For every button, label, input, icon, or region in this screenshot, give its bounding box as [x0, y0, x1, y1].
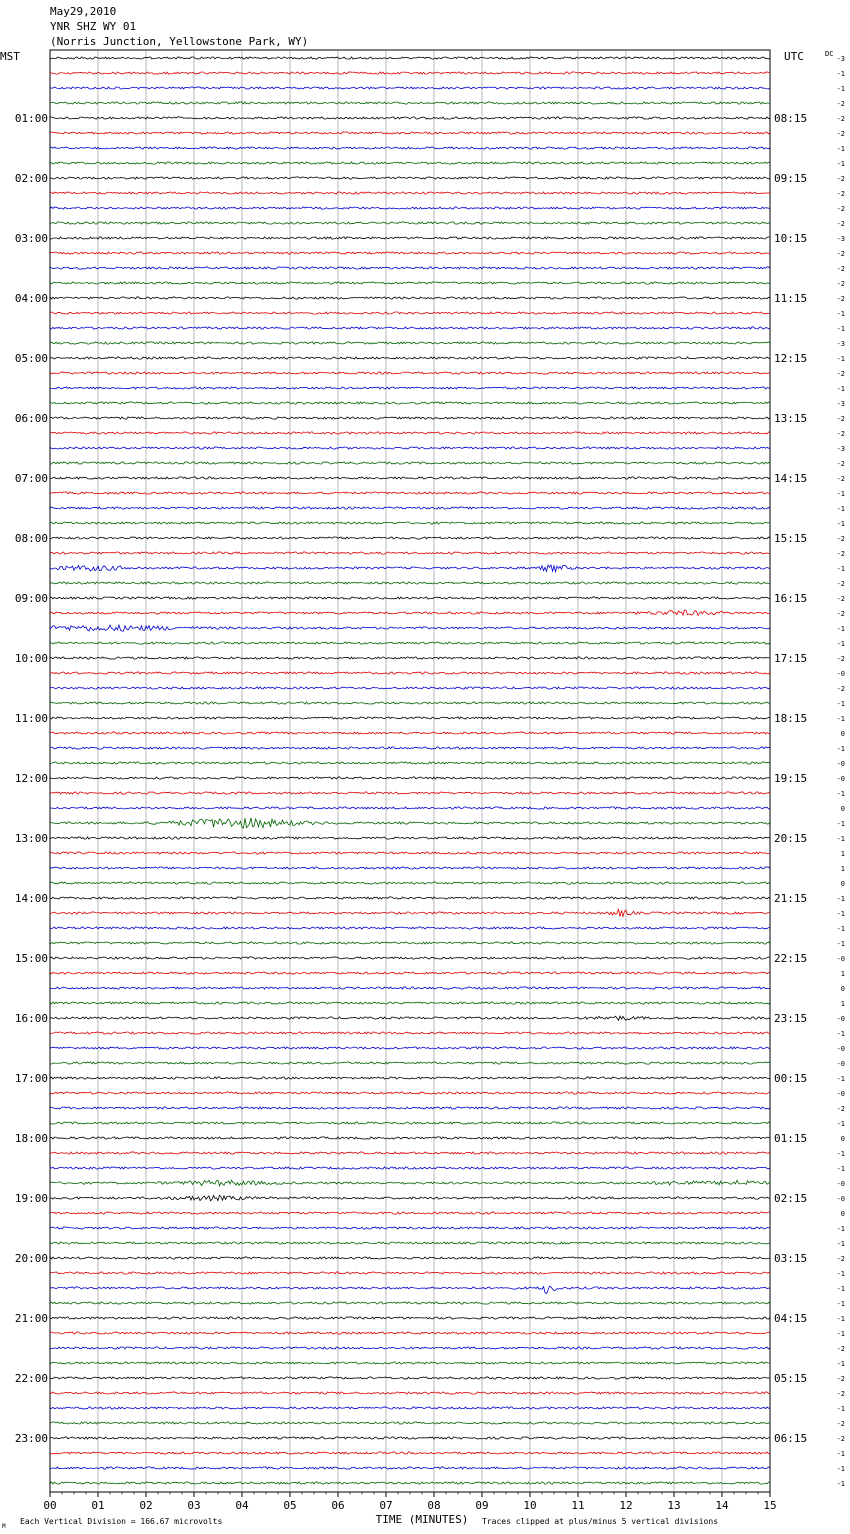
dc-offset-label: -1: [836, 490, 845, 498]
dc-offset-label: -0: [836, 1060, 845, 1068]
trace-row: [50, 1467, 770, 1469]
right-hour-label: 13:15: [774, 412, 808, 425]
dc-offset-label: -1: [836, 640, 845, 648]
dc-offset-labels: [837, 55, 845, 1488]
trace-row: [50, 1362, 770, 1364]
right-hour-label: 18:15: [774, 712, 808, 725]
left-hour-label: 10:00: [14, 652, 48, 665]
dc-offset-label: -2: [836, 550, 845, 558]
trace-row: [50, 747, 770, 749]
dc-offset-label: -1: [836, 1165, 845, 1173]
trace-row: [50, 537, 770, 539]
trace-row: [50, 1137, 770, 1139]
dc-offset-label: -1: [836, 895, 845, 903]
trace-row: [50, 342, 770, 344]
trace-row: [50, 987, 770, 989]
dc-offset-label: -1: [836, 1405, 845, 1413]
dc-offset-label: -1: [836, 325, 845, 333]
left-hour-label: 14:00: [14, 892, 48, 905]
x-tick-label: 14: [715, 1499, 729, 1512]
trace-row: [50, 267, 770, 269]
left-hour-label: 21:00: [14, 1312, 48, 1325]
trace-row: [50, 792, 770, 794]
dc-offset-label: -2: [836, 250, 845, 258]
trace-row: [50, 882, 770, 884]
dc-offset-label: 1: [840, 865, 845, 873]
dc-offset-label: -2: [836, 130, 845, 138]
trace-row: [50, 57, 770, 59]
trace-row: [50, 717, 770, 719]
dc-offset-label: -2: [836, 415, 845, 423]
right-hour-label: 08:15: [774, 112, 808, 125]
dc-offset-label: -0: [836, 1090, 845, 1098]
dc-offset-label: 0: [840, 805, 845, 813]
trace-row: [50, 625, 770, 631]
dc-offset-label: -2: [836, 430, 845, 438]
dc-offset-label: -2: [836, 205, 845, 213]
right-hour-label: 15:15: [774, 532, 808, 545]
x-axis: [43, 1492, 776, 1512]
trace-row: [50, 1152, 770, 1154]
dc-offset-label: -1: [836, 1315, 845, 1323]
dc-offset-label: -3: [836, 340, 845, 348]
trace-row: [50, 942, 770, 944]
trace-row: [50, 447, 770, 449]
clip-note: Traces clipped at plus/minus 5 vertical divisions: [482, 1517, 719, 1526]
dc-offset-label: -1: [836, 790, 845, 798]
dc-offset-label: -1: [836, 940, 845, 948]
trace-row: [50, 867, 770, 869]
left-hour-label: 09:00: [14, 592, 48, 605]
dc-offset-label: -2: [836, 265, 845, 273]
left-hour-label: 08:00: [14, 532, 48, 545]
trace-row: [50, 807, 770, 809]
trace-row: [50, 1392, 770, 1394]
trace-row: [50, 102, 770, 104]
trace-row: [50, 1212, 770, 1214]
left-hour-label: 22:00: [14, 1372, 48, 1385]
dc-offset-label: -1: [836, 1075, 845, 1083]
trace-row: [50, 1077, 770, 1079]
trace-row: [50, 327, 770, 329]
trace-row: [50, 1107, 770, 1109]
dc-offset-label: -1: [836, 85, 845, 93]
right-hour-label: 03:15: [774, 1252, 808, 1265]
dc-offset-label: -0: [836, 670, 845, 678]
x-tick-label: 00: [43, 1499, 57, 1512]
trace-row: [50, 672, 770, 674]
dc-offset-label: -2: [836, 220, 845, 228]
dc-offset-label: -1: [836, 925, 845, 933]
dc-offset-label: 1: [840, 850, 845, 858]
right-hour-label: 19:15: [774, 772, 808, 785]
right-hour-label: 16:15: [774, 592, 808, 605]
trace-row: [50, 1122, 770, 1124]
trace-row: [50, 477, 770, 479]
trace-row: [50, 1286, 770, 1293]
left-hour-label: 13:00: [14, 832, 48, 845]
right-hour-label: 00:15: [774, 1072, 808, 1085]
right-hour-label: 01:15: [774, 1132, 808, 1145]
trace-row: [50, 192, 770, 194]
dc-offset-label: -1: [836, 70, 845, 78]
trace-row: [50, 1242, 770, 1244]
trace-row: [50, 1180, 770, 1186]
right-hour-label: 20:15: [774, 832, 808, 845]
dc-offset-label: -3: [836, 55, 845, 63]
corner-mark: M: [2, 1523, 6, 1530]
header-location: (Norris Junction, Yellowstone Park, WY): [50, 35, 309, 48]
dc-offset-label: -1: [836, 1225, 845, 1233]
trace-row: [50, 897, 770, 899]
x-axis-title: TIME (MINUTES): [375, 1513, 469, 1526]
left-timezone-label: MST: [0, 50, 20, 63]
x-tick-label: 06: [331, 1499, 345, 1512]
trace-row: [50, 762, 770, 764]
right-hour-label: 09:15: [774, 172, 808, 185]
dc-offset-label: -2: [836, 175, 845, 183]
trace-row: [50, 837, 770, 839]
dc-offset-label: -1: [836, 1240, 845, 1248]
dc-offset-label: -1: [836, 745, 845, 753]
dc-offset-label: -2: [836, 1375, 845, 1383]
trace-row: [50, 657, 770, 659]
trace-row: [50, 372, 770, 374]
left-hour-label: 02:00: [14, 172, 48, 185]
dc-offset-label: -2: [836, 1420, 845, 1428]
left-hour-label: 17:00: [14, 1072, 48, 1085]
dc-offset-label: 0: [840, 880, 845, 888]
scale-note: Each Vertical Division = 166.67 microvolts: [20, 1517, 223, 1526]
dc-offset-label: -2: [836, 580, 845, 588]
x-tick-label: 03: [187, 1499, 201, 1512]
dc-offset-label: -1: [836, 1360, 845, 1368]
trace-row: [50, 402, 770, 404]
trace-row: [50, 642, 770, 644]
trace-row: [50, 1002, 770, 1004]
dc-offset-label: -2: [836, 100, 845, 108]
dc-offset-label: -1: [836, 505, 845, 513]
trace-row: [50, 162, 770, 164]
trace-row: [50, 1332, 770, 1334]
trace-row: [50, 597, 770, 599]
left-hour-label: 15:00: [14, 952, 48, 965]
dc-offset-label: -1: [836, 1270, 845, 1278]
trace-row: [50, 387, 770, 389]
dc-offset-label: -1: [836, 700, 845, 708]
trace-row: [50, 1272, 770, 1274]
dc-offset-label: -1: [836, 1285, 845, 1293]
trace-row: [50, 1195, 770, 1200]
plot-frame: [50, 50, 770, 1492]
trace-row: [50, 1092, 770, 1094]
trace-row: [50, 687, 770, 689]
trace-row: [50, 552, 770, 554]
right-hour-label: 06:15: [774, 1432, 808, 1445]
right-hour-label: 11:15: [774, 292, 808, 305]
trace-row: [50, 432, 770, 434]
header-date: May29,2010: [50, 5, 117, 18]
left-hour-label: 03:00: [14, 232, 48, 245]
trace-row: [50, 957, 770, 959]
trace-row: [50, 1302, 770, 1304]
right-hour-label: 17:15: [774, 652, 808, 665]
x-tick-label: 15: [763, 1499, 777, 1512]
trace-row: [50, 72, 770, 74]
dc-offset-label: -2: [836, 655, 845, 663]
dc-offset-label: 1: [840, 1000, 845, 1008]
x-tick-label: 13: [667, 1499, 681, 1512]
trace-row: [50, 1422, 770, 1424]
trace-row: [50, 1032, 770, 1034]
trace-row: [50, 282, 770, 284]
trace-row: [50, 237, 770, 239]
trace-row: [50, 1167, 770, 1169]
trace-row: [50, 777, 770, 779]
dc-offset-label: -1: [836, 1030, 845, 1038]
dc-offset-label: -2: [836, 1255, 845, 1263]
right-hour-label: 10:15: [774, 232, 808, 245]
left-hour-label: 04:00: [14, 292, 48, 305]
trace-row: [50, 818, 770, 828]
trace-row: [50, 147, 770, 149]
dc-offset-label: -2: [836, 370, 845, 378]
trace-row: [50, 927, 770, 929]
dc-offset-label: -1: [836, 715, 845, 723]
dc-column-label: DC: [825, 50, 834, 58]
dc-offset-label: -0: [836, 1195, 845, 1203]
dc-offset-label: -1: [836, 625, 845, 633]
dc-offset-label: -0: [836, 1180, 845, 1188]
dc-offset-label: -1: [836, 520, 845, 528]
dc-offset-label: -0: [836, 1045, 845, 1053]
dc-offset-label: -2: [836, 1390, 845, 1398]
dc-offset-label: -1: [836, 910, 845, 918]
dc-offset-label: -1: [836, 1150, 845, 1158]
trace-row: [50, 732, 770, 734]
dc-offset-label: -1: [836, 835, 845, 843]
dc-offset-label: -0: [836, 955, 845, 963]
dc-offset-label: -1: [836, 1480, 845, 1488]
dc-offset-label: -3: [836, 445, 845, 453]
x-tick-label: 08: [427, 1499, 441, 1512]
dc-offset-label: -1: [836, 310, 845, 318]
trace-row: [50, 1437, 770, 1439]
trace-row: [50, 1452, 770, 1454]
dc-offset-label: -0: [836, 1015, 845, 1023]
right-hour-label: 02:15: [774, 1192, 808, 1205]
dc-offset-label: -1: [836, 145, 845, 153]
x-tick-label: 02: [139, 1499, 153, 1512]
trace-row: [50, 132, 770, 134]
left-hour-label: 19:00: [14, 1192, 48, 1205]
right-hour-label: 12:15: [774, 352, 808, 365]
left-hour-label: 23:00: [14, 1432, 48, 1445]
right-hour-label: 14:15: [774, 472, 808, 485]
x-tick-label: 09: [475, 1499, 489, 1512]
trace-row: [50, 909, 770, 916]
left-hour-label: 20:00: [14, 1252, 48, 1265]
trace-row: [50, 1062, 770, 1064]
dc-offset-label: -2: [836, 460, 845, 468]
dc-offset-label: -3: [836, 235, 845, 243]
trace-row: [50, 357, 770, 359]
x-tick-label: 07: [379, 1499, 393, 1512]
trace-row: [50, 87, 770, 89]
dc-offset-label: -1: [836, 820, 845, 828]
x-tick-label: 11: [571, 1499, 585, 1512]
dc-offset-label: -2: [836, 280, 845, 288]
trace-row: [50, 222, 770, 224]
left-hour-label: 07:00: [14, 472, 48, 485]
dc-offset-label: -2: [836, 1105, 845, 1113]
dc-offset-label: -1: [836, 1300, 845, 1308]
dc-offset-label: -1: [836, 565, 845, 573]
dc-offset-label: 0: [840, 730, 845, 738]
left-hour-label: 05:00: [14, 352, 48, 365]
right-hour-label: 23:15: [774, 1012, 808, 1025]
left-hour-label: 11:00: [14, 712, 48, 725]
trace-row: [50, 1257, 770, 1259]
dc-offset-label: 0: [840, 1210, 845, 1218]
right-hour-label: 04:15: [774, 1312, 808, 1325]
right-hour-label: 22:15: [774, 952, 808, 965]
dc-offset-label: -0: [836, 760, 845, 768]
dc-offset-label: -2: [836, 685, 845, 693]
header-station: YNR SHZ WY 01: [50, 20, 137, 33]
dc-offset-label: -0: [836, 775, 845, 783]
trace-row: [50, 1317, 770, 1319]
trace-row: [50, 1377, 770, 1379]
dc-offset-label: -2: [836, 595, 845, 603]
trace-row: [50, 610, 770, 615]
dc-offset-label: 1: [840, 970, 845, 978]
trace-row: [50, 582, 770, 584]
x-tick-label: 01: [91, 1499, 105, 1512]
trace-row: [50, 492, 770, 494]
dc-offset-label: -1: [836, 1450, 845, 1458]
right-hour-label: 21:15: [774, 892, 808, 905]
trace-row: [50, 1227, 770, 1229]
dc-offset-label: -2: [836, 295, 845, 303]
trace-row: [50, 1047, 770, 1049]
dc-offset-label: -1: [836, 1120, 845, 1128]
right-timezone-label: UTC: [784, 50, 804, 63]
dc-offset-label: -2: [836, 475, 845, 483]
dc-offset-label: -1: [836, 355, 845, 363]
trace-row: [50, 312, 770, 314]
dc-offset-label: -2: [836, 1345, 845, 1353]
trace-row: [50, 507, 770, 509]
dc-offset-label: -2: [836, 115, 845, 123]
trace-row: [50, 1016, 770, 1020]
trace-row: [50, 972, 770, 974]
trace-row: [50, 702, 770, 704]
trace-row: [50, 565, 770, 572]
trace-row: [50, 417, 770, 419]
seismic-traces: [50, 57, 770, 1484]
trace-row: [50, 207, 770, 209]
dc-offset-label: -2: [836, 1435, 845, 1443]
trace-row: [50, 852, 770, 854]
trace-row: [50, 177, 770, 179]
dc-offset-label: 0: [840, 985, 845, 993]
dc-offset-label: -2: [836, 610, 845, 618]
dc-offset-label: -1: [836, 1465, 845, 1473]
left-hour-label: 18:00: [14, 1132, 48, 1145]
dc-offset-label: -2: [836, 535, 845, 543]
dc-offset-label: -1: [836, 1330, 845, 1338]
dc-offset-label: -1: [836, 385, 845, 393]
x-tick-label: 10: [523, 1499, 537, 1512]
minute-gridlines: [50, 50, 770, 1492]
x-tick-label: 04: [235, 1499, 249, 1512]
left-hour-label: 12:00: [14, 772, 48, 785]
dc-offset-label: 0: [840, 1135, 845, 1143]
trace-row: [50, 252, 770, 254]
dc-offset-label: -1: [836, 160, 845, 168]
trace-row: [50, 1347, 770, 1349]
left-hour-label: 06:00: [14, 412, 48, 425]
right-hour-label: 05:15: [774, 1372, 808, 1385]
dc-offset-label: -3: [836, 400, 845, 408]
trace-row: [50, 1482, 770, 1484]
x-tick-label: 05: [283, 1499, 297, 1512]
dc-offset-label: -2: [836, 190, 845, 198]
left-hour-label: 01:00: [14, 112, 48, 125]
x-tick-label: 12: [619, 1499, 633, 1512]
trace-row: [50, 297, 770, 299]
left-hour-label: 16:00: [14, 1012, 48, 1025]
trace-row: [50, 462, 770, 464]
trace-row: [50, 522, 770, 524]
trace-row: [50, 117, 770, 119]
trace-row: [50, 1407, 770, 1409]
